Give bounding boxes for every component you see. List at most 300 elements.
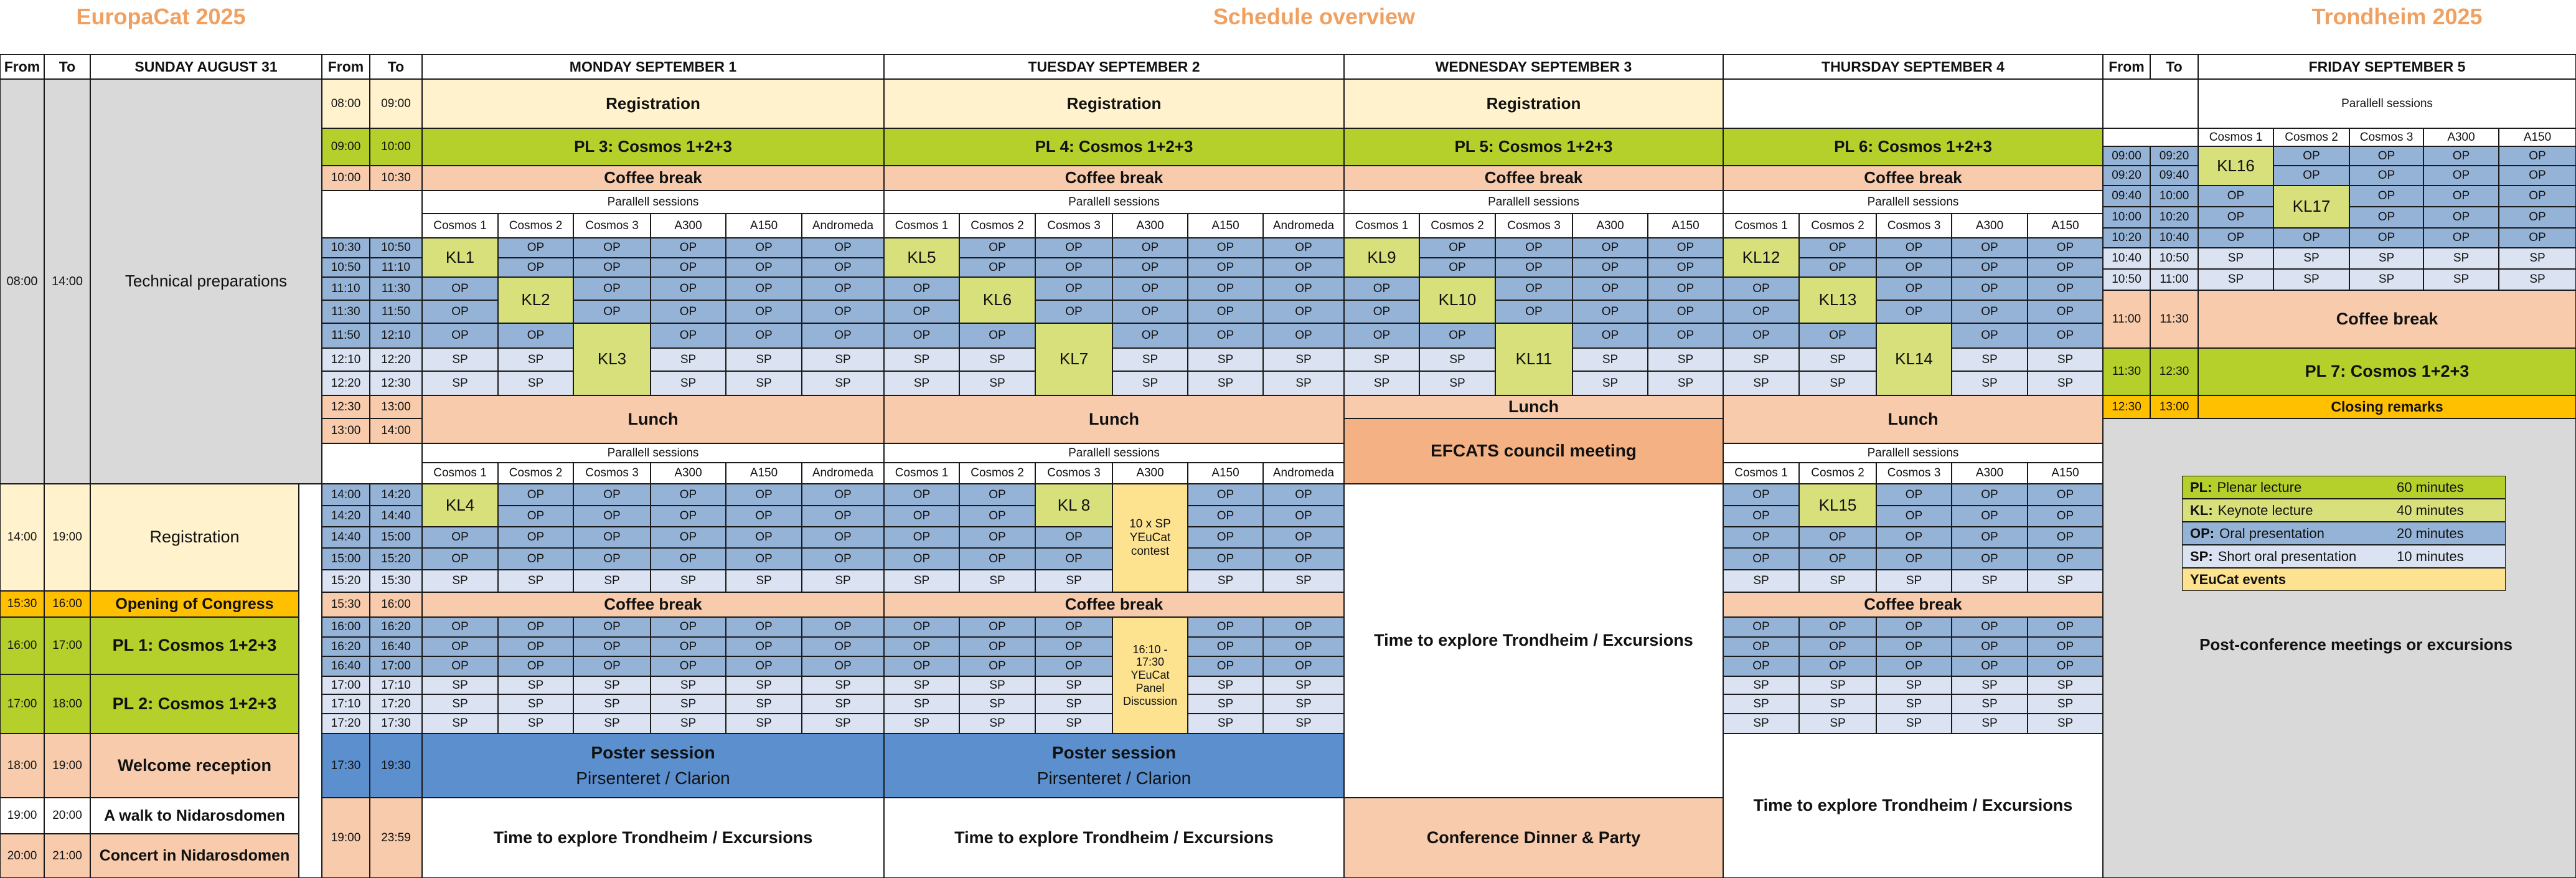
room-header: A150 [726,214,802,238]
room-header: Cosmos 2 [1799,214,1876,238]
op-slot: OP [1263,506,1344,527]
op-slot: OP [1263,484,1344,506]
col-from: From [2103,54,2150,79]
op-slot: OP [959,548,1035,570]
time-to: 17:00 [370,656,422,676]
op-slot: OP [2349,228,2423,248]
op-slot: OP [884,637,959,656]
op-slot: OP [2028,300,2103,323]
sp-slot: SP [422,570,498,592]
time-to: 09:20 [2150,146,2198,166]
sp-slot: SP [2423,248,2499,269]
op-slot: OP [802,548,884,570]
time-from: 12:30 [322,395,370,418]
legend-row [2182,522,2506,545]
op-slot: OP [1344,277,1419,300]
op-slot: OP [422,527,498,548]
legend-row [2182,476,2506,499]
keynote: KL12 [1723,238,1799,277]
sp-slot: SP [1188,694,1263,714]
keynote: KL1 [422,238,498,277]
time-from: 16:00 [0,617,44,674]
op-slot: OP [1723,656,1799,676]
time-from: 09:20 [2103,166,2150,186]
time-to: 11:30 [2150,290,2198,348]
time-from: 10:30 [322,238,370,258]
op-slot: OP [1572,277,1648,300]
parallel-sessions: Parallell sessions [884,443,1344,463]
room-header: A300 [1112,214,1188,238]
sp-slot: SP [1799,694,1876,714]
op-slot: OP [1648,258,1723,277]
time-to: 12:30 [2150,348,2198,395]
time-to: 18:00 [44,674,90,734]
room-header: Andromeda [802,214,884,238]
sp-slot: SP [802,348,884,371]
op-slot: OP [573,238,651,258]
time-from: 11:10 [322,277,370,300]
op-slot: OP [959,506,1035,527]
op-slot: OP [2028,484,2103,506]
op-slot: OP [1495,238,1572,258]
op-slot: OP [1419,238,1495,258]
sp-slot: SP [1419,348,1495,371]
sp-slot: SP [2499,248,2576,269]
time-to: 09:00 [370,79,422,128]
time-from: 08:00 [322,79,370,128]
time-to: 11:50 [370,300,422,323]
op-slot: OP [1188,656,1263,676]
op-slot: OP [651,637,726,656]
op-slot: OP [422,323,498,348]
explore-trondheim: Time to explore Trondheim / Excursions [1344,484,1723,798]
coffee-break: Coffee break [1723,592,2103,617]
sp-slot: SP [1799,676,1876,694]
sp-slot: SP [802,676,884,694]
sp-slot: SP [884,714,959,734]
room-header: Andromeda [1263,214,1344,238]
op-slot: OP [884,506,959,527]
op-slot: OP [651,656,726,676]
keynote: KL17 [2273,186,2349,228]
sp-slot: SP [802,371,884,395]
op-slot: OP [1188,258,1263,277]
op-slot: OP [1952,258,2028,277]
technical-preparations: Technical preparations [90,79,322,484]
op-slot: OP [726,258,802,277]
legend-row [2182,568,2506,591]
sp-slot: SP [2198,269,2273,290]
time-to: 10:00 [370,128,422,166]
op-slot: OP [959,637,1035,656]
time-to: 09:40 [2150,166,2198,186]
sp-slot: SP [726,694,802,714]
op-slot: OP [1263,238,1344,258]
op-slot: OP [422,548,498,570]
sp-slot: SP [2499,269,2576,290]
op-slot: OP [1876,300,1952,323]
sp-slot: SP [651,714,726,734]
op-slot: OP [573,617,651,637]
op-slot: OP [1112,300,1188,323]
sp-slot: SP [1035,714,1112,734]
op-slot: OP [959,656,1035,676]
op-slot: OP [1876,484,1952,506]
op-slot: OP [1112,258,1188,277]
op-slot: OP [498,258,573,277]
sp-slot: SP [884,348,959,371]
op-slot: OP [1799,617,1876,637]
op-slot: OP [1572,238,1648,258]
op-slot: OP [802,637,884,656]
op-slot: OP [726,484,802,506]
time-to: 11:30 [370,277,422,300]
time-to: 19:00 [44,734,90,798]
room-header: Cosmos 1 [422,463,498,484]
op-slot: OP [1419,323,1495,348]
time-to: 14:20 [370,484,422,506]
op-slot: OP [498,506,573,527]
op-slot: OP [2423,228,2499,248]
time-to: 15:20 [370,548,422,570]
explore-trondheim: Time to explore Trondheim / Excursions [422,798,884,878]
time-to: 10:00 [2150,186,2198,207]
op-slot: OP [2028,277,2103,300]
walk-to-nidarosdomen: A walk to Nidarosdomen [90,798,299,834]
legend-abbr: YEuCat events [2190,571,2287,587]
time-from: 10:20 [2103,228,2150,248]
sp-slot: SP [726,714,802,734]
sp-slot: SP [422,371,498,395]
sp-slot: SP [2349,269,2423,290]
op-slot: OP [2028,506,2103,527]
time-from: 08:00 [0,79,44,484]
op-slot: OP [2028,548,2103,570]
yeucat-panel-discussion: 16:10 - 17:30 YEuCat Panel Discussion [1112,617,1188,734]
op-slot: OP [1572,323,1648,348]
time-from: 09:00 [2103,146,2150,166]
room-header: Cosmos 3 [1876,463,1952,484]
op-slot: OP [1188,300,1263,323]
op-slot: OP [1876,277,1952,300]
op-slot: OP [573,637,651,656]
coffee-break: Coffee break [1723,166,2103,191]
sp-slot: SP [1188,348,1263,371]
op-slot: OP [1799,527,1876,548]
sp-slot: SP [1035,570,1112,592]
poster-location: Pirsenteret / Clarion [576,768,730,788]
op-slot: OP [1952,506,2028,527]
room-header: Cosmos 3 [2349,128,2423,146]
sp-slot: SP [498,714,573,734]
sp-slot: SP [651,570,726,592]
op-slot: OP [1495,277,1572,300]
op-slot: OP [651,617,726,637]
sp-slot: SP [2028,714,2103,734]
time-to: 11:10 [370,258,422,277]
sp-slot: SP [1723,676,1799,694]
op-slot: OP [726,300,802,323]
time-from: 09:00 [322,128,370,166]
op-slot: OP [2349,186,2423,207]
room-header: A150 [1188,214,1263,238]
registration: Registration [422,79,884,128]
room-header: Andromeda [1263,463,1344,484]
sp-slot: SP [726,570,802,592]
time-from: 15:30 [0,591,44,617]
op-slot: OP [802,484,884,506]
sp-slot: SP [651,348,726,371]
op-slot: OP [2028,258,2103,277]
sp-slot: SP [498,371,573,395]
sp-slot: SP [1112,348,1188,371]
op-slot: OP [1723,484,1799,506]
op-slot: OP [573,300,651,323]
sp-slot: SP [573,676,651,694]
keynote: KL4 [422,484,498,527]
parallel-sessions: Parallell sessions [422,191,884,214]
parallel-sessions: Parallell sessions [1723,443,2103,463]
day-header: FRIDAY SEPTEMBER 5 [2198,54,2576,79]
time-from: 13:00 [322,418,370,443]
coffee-break: Coffee break [422,166,884,191]
time-from: 20:00 [0,834,44,878]
time-to: 16:00 [370,592,422,617]
concert-nidarosdomen: Concert in Nidarosdomen [90,834,299,878]
time-from: 17:00 [322,676,370,694]
time-to: 16:00 [44,591,90,617]
room-header: Cosmos 1 [1723,214,1799,238]
legend-duration: 40 minutes [2397,502,2464,518]
op-slot: OP [1723,548,1799,570]
time-to: 19:30 [370,734,422,798]
op-slot: OP [651,506,726,527]
op-slot: OP [2349,207,2423,228]
time-from: 10:40 [2103,248,2150,269]
op-slot: OP [2198,207,2273,228]
op-slot: OP [651,258,726,277]
op-slot: OP [1112,238,1188,258]
time-from: 15:20 [322,570,370,592]
sp-slot: SP [651,371,726,395]
time-to: 10:40 [2150,228,2198,248]
sp-slot: SP [2028,371,2103,395]
room-header: Cosmos 2 [959,463,1035,484]
time-to: 14:00 [44,79,90,484]
op-slot: OP [651,548,726,570]
sp-slot: SP [651,676,726,694]
spacer [299,484,322,878]
keynote: KL2 [498,277,573,323]
sp-slot: SP [1723,348,1799,371]
sp-slot: SP [1876,714,1952,734]
op-slot: OP [1952,238,2028,258]
lunch: Lunch [884,395,1344,443]
time-to: 17:20 [370,694,422,714]
op-slot: OP [2423,207,2499,228]
keynote: KL6 [959,277,1035,323]
room-header: A150 [1188,463,1263,484]
op-slot: OP [2349,166,2423,186]
sp-slot: SP [1572,371,1648,395]
op-slot: OP [1344,323,1419,348]
op-slot: OP [1799,258,1876,277]
op-slot: OP [802,300,884,323]
legend-desc: Keynote lecture [2217,502,2313,518]
sp-slot: SP [884,570,959,592]
op-slot: OP [1952,277,2028,300]
op-slot: OP [1799,548,1876,570]
time-to: 10:50 [370,238,422,258]
keynote: KL16 [2198,146,2273,186]
room-header: Cosmos 3 [573,463,651,484]
legend-duration: 20 minutes [2397,525,2464,541]
op-slot: OP [498,548,573,570]
op-slot: OP [1112,277,1188,300]
sp-slot: SP [1876,676,1952,694]
time-to: 15:30 [370,570,422,592]
sp-slot: SP [1035,676,1112,694]
op-slot: OP [498,637,573,656]
time-to: 14:40 [370,506,422,527]
time-to: 13:00 [2150,395,2198,418]
room-header: A300 [1952,214,2028,238]
closing-remarks: Closing remarks [2198,395,2576,418]
sp-slot: SP [573,570,651,592]
lunch: Lunch [1344,395,1723,418]
header-center: Schedule overview [985,0,1643,33]
room-header: Andromeda [802,463,884,484]
sunday-registration: Registration [90,484,299,591]
time-blank [322,191,422,238]
op-slot: OP [1188,548,1263,570]
opening-of-congress: Opening of Congress [90,591,299,617]
op-slot: OP [726,506,802,527]
room-header: Cosmos 1 [884,463,959,484]
sp-slot: SP [498,694,573,714]
coffee-break: Coffee break [1344,166,1723,191]
op-slot: OP [1876,617,1952,637]
sp-slot: SP [1648,371,1723,395]
time-from: 10:00 [322,166,370,191]
op-slot: OP [573,277,651,300]
op-slot: OP [422,656,498,676]
post-conference-text: Post-conference meetings or excursions [2199,635,2513,654]
op-slot: OP [1648,323,1723,348]
legend-desc: Oral presentation [2219,525,2325,541]
op-slot: OP [1876,506,1952,527]
sp-slot: SP [959,694,1035,714]
time-from: 14:00 [0,484,44,591]
col-to: To [44,54,90,79]
op-slot: OP [1035,527,1112,548]
op-slot: OP [573,656,651,676]
time-from: 12:20 [322,371,370,395]
op-slot: OP [1572,300,1648,323]
parallel-sessions: Parallell sessions [1723,191,2103,214]
op-slot: OP [1952,527,2028,548]
keynote: KL 8 [1035,484,1112,527]
op-slot: OP [802,258,884,277]
time-to: 12:10 [370,323,422,348]
op-slot: OP [1723,506,1799,527]
op-slot: OP [1799,238,1876,258]
op-slot: OP [802,323,884,348]
op-slot: OP [884,484,959,506]
op-slot: OP [1495,258,1572,277]
plenary-6: PL 6: Cosmos 1+2+3 [1723,128,2103,166]
sp-slot: SP [1952,694,2028,714]
room-header: A300 [1952,463,2028,484]
efcats-council-meeting: EFCATS council meeting [1344,418,1723,484]
keynote: KL15 [1799,484,1876,527]
sp-slot: SP [1799,570,1876,592]
sp-slot: SP [959,570,1035,592]
op-slot: OP [2273,146,2349,166]
empty-cell [1723,79,2103,128]
op-slot: OP [2028,637,2103,656]
sp-slot: SP [1263,348,1344,371]
header-right: Trondheim 2025 [2218,0,2576,33]
time-to: 17:00 [44,617,90,674]
time-from: 17:00 [0,674,44,734]
sp-slot: SP [1723,371,1799,395]
sp-slot: SP [802,694,884,714]
legend-abbr: PL: [2190,479,2212,495]
sp-slot: SP [1952,371,2028,395]
op-slot: OP [498,617,573,637]
op-slot: OP [959,527,1035,548]
room-header: Cosmos 1 [2198,128,2273,146]
legend-abbr: KL: [2190,502,2213,518]
op-slot: OP [2423,166,2499,186]
plenary-2: PL 2: Cosmos 1+2+3 [90,674,299,734]
op-slot: OP [1952,617,2028,637]
legend-row [2182,545,2506,568]
op-slot: OP [2028,527,2103,548]
room-header: Cosmos 3 [1035,214,1112,238]
op-slot: OP [1572,258,1648,277]
parallel-sessions: Parallell sessions [2198,79,2576,128]
room-header: Cosmos 3 [573,214,651,238]
room-header: A300 [651,214,726,238]
time-from: 17:10 [322,694,370,714]
op-slot: OP [422,617,498,637]
poster-title: Poster session [1051,743,1177,763]
op-slot: OP [884,323,959,348]
op-slot: OP [651,527,726,548]
op-slot: OP [2499,186,2576,207]
room-header: Cosmos 1 [422,214,498,238]
welcome-reception: Welcome reception [90,734,299,798]
sp-slot: SP [651,694,726,714]
op-slot: OP [884,527,959,548]
sp-slot: SP [1263,714,1344,734]
sp-slot: SP [422,694,498,714]
plenary-4: PL 4: Cosmos 1+2+3 [884,128,1344,166]
poster-location: Pirsenteret / Clarion [1037,768,1192,788]
sp-slot: SP [2028,570,2103,592]
sp-slot: SP [1263,694,1344,714]
op-slot: OP [726,548,802,570]
room-header: Cosmos 2 [1799,463,1876,484]
op-slot: OP [422,277,498,300]
op-slot: OP [1723,617,1799,637]
op-slot: OP [1263,548,1344,570]
sp-slot: SP [1952,676,2028,694]
time-from: 15:30 [322,592,370,617]
op-slot: OP [1799,323,1876,348]
